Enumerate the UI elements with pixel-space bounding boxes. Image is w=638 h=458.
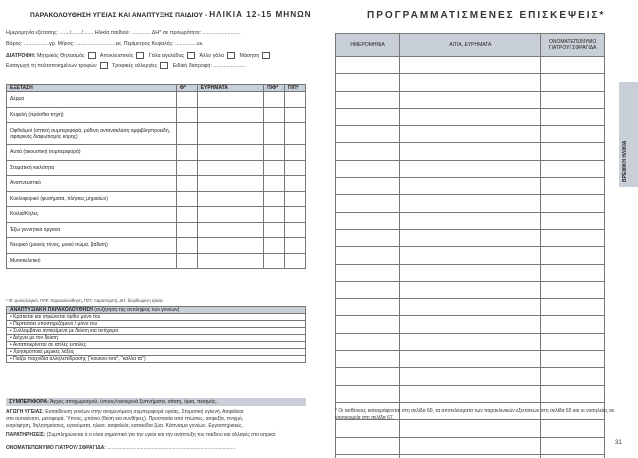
exam-row — [7, 107, 306, 123]
exam-cell-referral[interactable] — [285, 207, 306, 223]
visits-col-doctor: ΟΝΟΜΑΤΕΠΩΝΥΜΟ ΓΙΑΤΡΟΥ/ ΣΦΡΑΓΙΔΑ — [541, 34, 605, 57]
measurements-line[interactable]: Βάρος: .................γρ. Μήκος: ...........................εκ. Περίμετρος Κεφαλής: ...............εκ. — [6, 41, 204, 47]
visit-cell-reason[interactable] — [400, 247, 541, 264]
development-row — [7, 349, 306, 356]
visit-row — [336, 437, 605, 454]
development-row — [7, 328, 306, 335]
visit-row — [336, 229, 605, 246]
exam-row-label: Νευρικό (μυικός τόνος, μυικό σώμα, βάδιση) — [7, 238, 177, 254]
visits-col-reason: ΑΙΤΙΑ, ΕΥΡΗΜΑΤΑ — [400, 34, 541, 57]
exam-cell-referral[interactable] — [285, 123, 306, 145]
diet-line — [6, 52, 273, 59]
visit-cell-date[interactable] — [336, 385, 400, 402]
visit-row — [336, 385, 605, 402]
visit-cell-reason[interactable] — [400, 385, 541, 402]
exam-cell-normal[interactable] — [176, 92, 197, 108]
exam-row — [7, 222, 306, 238]
visit-row — [336, 91, 605, 108]
development-row — [7, 335, 306, 342]
visit-cell-date[interactable] — [336, 247, 400, 264]
side-tab-label: ΒΡΕΦΙΚΗ ΗΛΙΚΙΑ — [622, 140, 628, 182]
visit-cell-reason[interactable] — [400, 74, 541, 91]
diet-cow-milk-label: Γάλα αγελάδας — [148, 52, 185, 59]
visits-table — [335, 33, 605, 458]
visit-cell-reason[interactable] — [400, 108, 541, 125]
exam-table-header — [7, 85, 306, 92]
exam-cell-followup[interactable] — [264, 176, 285, 192]
exam-cell-findings[interactable] — [197, 191, 263, 207]
visit-cell-date[interactable] — [336, 160, 400, 177]
exam-row-label: Μυοσκελετικό — [7, 253, 177, 269]
visits-col-date: ΗΜΕΡΟΜΗΝΙΑ — [336, 34, 400, 57]
visit-cell-doctor[interactable] — [541, 178, 605, 195]
visit-row — [336, 264, 605, 281]
allergy-label: Τροφικές αλλεργίες — [112, 62, 158, 69]
diet-other-milk-label: Άλλο γάλα — [199, 52, 224, 59]
exam-cell-referral[interactable] — [285, 160, 306, 176]
diet-exclusive-checkbox[interactable] — [136, 52, 144, 59]
visit-row — [336, 351, 605, 368]
exam-cell-findings[interactable] — [197, 107, 263, 123]
visit-cell-date[interactable] — [336, 437, 400, 454]
exam-cell-followup[interactable] — [264, 145, 285, 161]
development-note: (συζήτηση της αντιλήψεις των γονέων) — [94, 307, 180, 313]
visit-row — [336, 126, 605, 143]
visit-cell-reason[interactable] — [400, 229, 541, 246]
visit-row — [336, 281, 605, 298]
exam-cell-followup[interactable] — [264, 253, 285, 269]
development-item[interactable]: • Παίζει παιχνίδια αλληλεπίδρασης ("κουκου-τσα", "κάλλα τα") — [7, 356, 306, 363]
visit-cell-doctor[interactable] — [541, 212, 605, 229]
guidance-text-1: Εκπαίδευση γονέων στην αναμενόμενη συμπεριφορά υγείας. Στοματική υγιεινή. Ασφάλεια — [45, 409, 244, 415]
exam-cell-findings[interactable] — [197, 123, 263, 145]
exam-cell-referral[interactable] — [285, 222, 306, 238]
exam-row-label: Κυκλοφορικό (φυσήματα, πλήσεις μηριαίων) — [7, 191, 177, 207]
development-row — [7, 314, 306, 321]
diet-other-milk-checkbox[interactable] — [227, 52, 235, 59]
exam-row — [7, 207, 306, 223]
diet-label: ΔΙΑΤΡΟΦΗ: — [6, 52, 36, 59]
exam-cell-followup[interactable] — [264, 238, 285, 254]
exam-row-label: Στοματική κοιλότητα — [7, 160, 177, 176]
visit-row — [336, 316, 605, 333]
right-page — [319, 0, 638, 458]
exam-cell-referral[interactable] — [285, 253, 306, 269]
exam-cell-findings[interactable] — [197, 238, 263, 254]
guidance-text-2: στο αυτοκίνητο, μεταφορά. Ύπνος, μπάνιο (θέση και συνθήκες). Προστασία από πτώσεις, ασφυξία, πνιγμό, — [6, 416, 244, 422]
diet-cow-milk-checkbox[interactable] — [187, 52, 195, 59]
exam-header-referral: Π/Π* — [285, 85, 306, 92]
exam-row — [7, 123, 306, 145]
exam-row-label: Κεφαλή (πρόσθια πηγή) — [7, 107, 177, 123]
diet-exclusive-label: Αποκλειστικός — [99, 52, 134, 59]
page-title-left — [30, 10, 312, 19]
visit-cell-reason[interactable] — [400, 212, 541, 229]
visit-cell-doctor[interactable] — [541, 91, 605, 108]
visit-cell-reason[interactable] — [400, 264, 541, 281]
visit-cell-doctor[interactable] — [541, 143, 605, 160]
allergy-checkbox[interactable] — [160, 62, 168, 69]
remarks-text: (Συμπληρώνεται ό,τι είναι σημαντικό για την υγεία και την ανάπτυξη του παιδιού και αλλαγές στο ιατρικό — [46, 432, 276, 438]
exam-cell-findings[interactable] — [197, 207, 263, 223]
visit-cell-date[interactable] — [336, 91, 400, 108]
visit-cell-reason[interactable] — [400, 333, 541, 350]
exam-cell-findings[interactable] — [197, 176, 263, 192]
visit-cell-date[interactable] — [336, 420, 400, 437]
exam-cell-normal[interactable] — [176, 207, 197, 223]
exam-cell-normal[interactable] — [176, 253, 197, 269]
exam-cell-findings[interactable] — [197, 92, 263, 108]
doctor-signature[interactable] — [6, 445, 306, 452]
visit-cell-reason[interactable] — [400, 420, 541, 437]
food-intro-checkbox[interactable] — [100, 62, 108, 69]
visit-cell-date[interactable] — [336, 299, 400, 316]
visit-row — [336, 247, 605, 264]
visit-cell-doctor[interactable] — [541, 333, 605, 350]
exam-header-findings: ΕΥΡΗΜΑΤΑ — [197, 85, 263, 92]
visit-cell-reason[interactable] — [400, 299, 541, 316]
visit-cell-reason[interactable] — [400, 368, 541, 385]
visit-row — [336, 212, 605, 229]
visit-cell-date[interactable] — [336, 178, 400, 195]
special-diet-field[interactable]: Ειδική διατροφή: ...................... — [172, 62, 246, 69]
visit-row — [336, 368, 605, 385]
page-title-right: ΠΡΟΓΡΑΜΜΑΤΙΣΜΕΝΕΣ ΕΠΙΣΚΕΨΕΙΣ* — [367, 10, 606, 21]
visit-cell-date[interactable] — [336, 126, 400, 143]
visit-cell-date[interactable] — [336, 195, 400, 212]
exam-row — [7, 238, 306, 254]
visit-cell-reason[interactable] — [400, 195, 541, 212]
visit-cell-doctor[interactable] — [541, 108, 605, 125]
visit-cell-doctor[interactable] — [541, 437, 605, 454]
development-title: ΑΝΑΠΤΥΞΙΑΚΗ ΠΑΡΑΚΟΛΟΥΘΗΣΗ — [10, 307, 93, 313]
visit-cell-doctor[interactable] — [541, 126, 605, 143]
exam-cell-followup[interactable] — [264, 207, 285, 223]
exam-cell-normal[interactable] — [176, 160, 197, 176]
visit-cell-reason[interactable] — [400, 160, 541, 177]
visit-cell-doctor[interactable] — [541, 351, 605, 368]
exam-row-label: Οφθαλμοί (οπτική συμπεριφορά, ρόδινη αντανάκλαση αμφιβληστροειδή, σφαιρικός διαφωτισμός κόρης) — [7, 123, 177, 145]
visit-cell-date[interactable] — [336, 229, 400, 246]
exam-cell-referral[interactable] — [285, 92, 306, 108]
development-item[interactable]: • Συλλαμβάνει αντικείμενα με δείκτη και αντίχειρα — [7, 328, 306, 335]
exam-cell-normal[interactable] — [176, 145, 197, 161]
visit-cell-doctor[interactable] — [541, 160, 605, 177]
exam-row-label: Δέρμα — [7, 92, 177, 108]
title-main: ΠΑΡΑΚΟΛΟΥΘΗΣΗ ΥΓΕΙΑΣ ΚΑΙ ΑΝΑΠΤΥΞΗΣ ΠΑΙΔΙΟΥ - — [30, 12, 208, 19]
visit-cell-doctor[interactable] — [541, 229, 605, 246]
visit-cell-reason[interactable] — [400, 454, 541, 458]
exam-row-label: Αναπνευστικό — [7, 176, 177, 192]
exam-cell-findings[interactable] — [197, 253, 263, 269]
visit-row — [336, 108, 605, 125]
exam-cell-normal[interactable] — [176, 191, 197, 207]
visit-cell-date[interactable] — [336, 143, 400, 160]
visit-cell-reason[interactable] — [400, 351, 541, 368]
exam-footnote: * Φ: φυσιολογικό, Π/Φ: παρακολούθηση, Π/Π: παραπομπή, ΔΗ: διορθωμένη ηλικία — [6, 298, 163, 303]
doctor-field[interactable]: ............................................................................................ — [107, 445, 236, 451]
visit-cell-reason[interactable] — [400, 437, 541, 454]
exam-cell-referral[interactable] — [285, 191, 306, 207]
visits-header — [336, 34, 605, 57]
exam-row — [7, 191, 306, 207]
visit-row — [336, 160, 605, 177]
diet-chewing-label: Μάσηση — [239, 52, 260, 59]
title-age: ΗΛΙΚΙΑ 12-15 ΜΗΝΩΝ — [209, 10, 312, 19]
visit-row — [336, 299, 605, 316]
visit-cell-doctor[interactable] — [541, 420, 605, 437]
visit-cell-date[interactable] — [336, 264, 400, 281]
visit-cell-reason[interactable] — [400, 281, 541, 298]
guidance-text-3: εισρόφηση, δηλητηριάσεις, εγκαύματα, ηλεκτ. ασφαλεία, κατοικίδια ζώα. Κάπνισμα γονέων. Εργαστηριακές. — [6, 423, 244, 429]
exam-row — [7, 176, 306, 192]
development-item[interactable]: • Ανταποκρίνεται σε απλές εντολές — [7, 342, 306, 349]
development-row — [7, 342, 306, 349]
visit-row — [336, 143, 605, 160]
visit-cell-reason[interactable] — [400, 91, 541, 108]
health-guidance — [6, 409, 306, 430]
visit-row — [336, 420, 605, 437]
visit-cell-date[interactable] — [336, 212, 400, 229]
visit-cell-date[interactable] — [336, 333, 400, 350]
exam-row — [7, 145, 306, 161]
exam-cell-normal[interactable] — [176, 123, 197, 145]
side-tab — [619, 82, 638, 187]
exam-cell-followup[interactable] — [264, 92, 285, 108]
exam-cell-referral[interactable] — [285, 176, 306, 192]
exam-row — [7, 160, 306, 176]
diet-chewing-checkbox[interactable] — [262, 52, 270, 59]
exam-cell-followup[interactable] — [264, 160, 285, 176]
development-item[interactable]: • Κρατιέται και σηκώνεται όρθιο μόνο του — [7, 314, 306, 321]
visit-cell-doctor[interactable] — [541, 316, 605, 333]
visit-cell-doctor[interactable] — [541, 247, 605, 264]
exam-header-normal: Φ* — [176, 85, 197, 92]
visit-cell-date[interactable] — [336, 57, 400, 74]
exam-cell-referral[interactable] — [285, 145, 306, 161]
exam-cell-referral[interactable] — [285, 107, 306, 123]
exam-row — [7, 253, 306, 269]
visit-cell-doctor[interactable] — [541, 299, 605, 316]
exam-cell-normal[interactable] — [176, 222, 197, 238]
exam-cell-followup[interactable] — [264, 222, 285, 238]
visit-cell-doctor[interactable] — [541, 385, 605, 402]
visit-row — [336, 454, 605, 458]
exam-cell-followup[interactable] — [264, 107, 285, 123]
visits-footnote: * Οι ασθένειες καταγράφονται στη σελίδα 60, τα αποτελέσματα των παρακλινικών εξετάσεων στη σελίδα 65 και οι νοσηλείες σε νοσοκομεία στη σελίδα 67. — [335, 408, 615, 421]
visit-cell-doctor[interactable] — [541, 281, 605, 298]
exam-table — [6, 84, 306, 269]
visit-row — [336, 195, 605, 212]
behavior-text: Άγχος αποχωρισμού, ύπνος/νυκτερινά ξυπνήματα, σίτιση, όρια, πεισμός. — [50, 399, 218, 405]
development-item[interactable]: • Δείχνει με τον δείκτη — [7, 335, 306, 342]
exam-cell-followup[interactable] — [264, 191, 285, 207]
exam-cell-normal[interactable] — [176, 176, 197, 192]
exam-row-label: Αυτιά (ακουστική συμπεριφορά) — [7, 145, 177, 161]
visit-cell-date[interactable] — [336, 368, 400, 385]
behavior-bar — [6, 398, 306, 406]
exam-cell-referral[interactable] — [285, 238, 306, 254]
exam-header-followup: Π/Φ* — [264, 85, 285, 92]
visit-cell-reason[interactable] — [400, 178, 541, 195]
exam-row — [7, 92, 306, 108]
doctor-label: ΟΝΟΜΑΤΕΠΩΝΥΜΟ ΓΙΑΤΡΟΥ/ ΣΦΡΑΓΙΔΑ: — [6, 445, 106, 451]
visit-cell-doctor[interactable] — [541, 454, 605, 458]
visit-cell-date[interactable] — [336, 316, 400, 333]
page-number: 31 — [615, 440, 622, 446]
development-header — [7, 307, 306, 314]
development-item[interactable]: • Χρησιμοποιεί μερικές λέξεις — [7, 349, 306, 356]
diet-breast-label: Μητρικός Θηλασμός — [36, 52, 85, 59]
exam-date-line[interactable]: Ημερομηνία εξέτασης: ......./......./....... Ηλικία παιδιού: ............. ΔΗ* σε προωρότητα: .......................... — [6, 30, 241, 36]
behavior-label: ΣΥΜΠΕΡΙΦΟΡΑ: — [9, 399, 49, 405]
food-intro-line — [6, 62, 246, 69]
remarks[interactable] — [6, 432, 306, 439]
diet-breast-checkbox[interactable] — [88, 52, 96, 59]
visit-cell-date[interactable] — [336, 351, 400, 368]
visit-cell-date[interactable] — [336, 74, 400, 91]
exam-cell-normal[interactable] — [176, 107, 197, 123]
visit-row — [336, 74, 605, 91]
exam-cell-normal[interactable] — [176, 238, 197, 254]
exam-cell-findings[interactable] — [197, 222, 263, 238]
guidance-label: ΑΓΩΓΗ ΥΓΕΙΑΣ: — [6, 409, 44, 415]
development-row — [7, 321, 306, 328]
visit-row — [336, 57, 605, 74]
exam-cell-findings[interactable] — [197, 145, 263, 161]
exam-cell-findings[interactable] — [197, 160, 263, 176]
development-row — [7, 356, 306, 363]
visit-cell-date[interactable] — [336, 108, 400, 125]
visit-cell-reason[interactable] — [400, 316, 541, 333]
food-intro-label: Εισαγωγή τη πολτοποιημένων τροφών — [6, 62, 97, 69]
visit-cell-reason[interactable] — [400, 57, 541, 74]
exam-cell-followup[interactable] — [264, 123, 285, 145]
visit-cell-doctor[interactable] — [541, 57, 605, 74]
development-item[interactable]: • Περπατάει υποστηριζόμενο / μόνο του — [7, 321, 306, 328]
visit-cell-doctor[interactable] — [541, 264, 605, 281]
visit-cell-doctor[interactable] — [541, 195, 605, 212]
visit-cell-reason[interactable] — [400, 126, 541, 143]
remarks-label: ΠΑΡΑΤΗΡΗΣΕΙΣ: — [6, 432, 46, 438]
exam-row-label: Κοιλιά/Κήλες — [7, 207, 177, 223]
visit-cell-doctor[interactable] — [541, 368, 605, 385]
exam-row-label: Έξω γεννητικά όργανα — [7, 222, 177, 238]
development-table — [6, 306, 306, 363]
exam-header-exam: ΕΞΕΤΑΣΗ — [7, 85, 177, 92]
visit-row — [336, 333, 605, 350]
visit-cell-date[interactable] — [336, 281, 400, 298]
visit-row — [336, 178, 605, 195]
visit-cell-reason[interactable] — [400, 143, 541, 160]
visit-cell-date[interactable] — [336, 454, 400, 458]
visit-cell-doctor[interactable] — [541, 74, 605, 91]
